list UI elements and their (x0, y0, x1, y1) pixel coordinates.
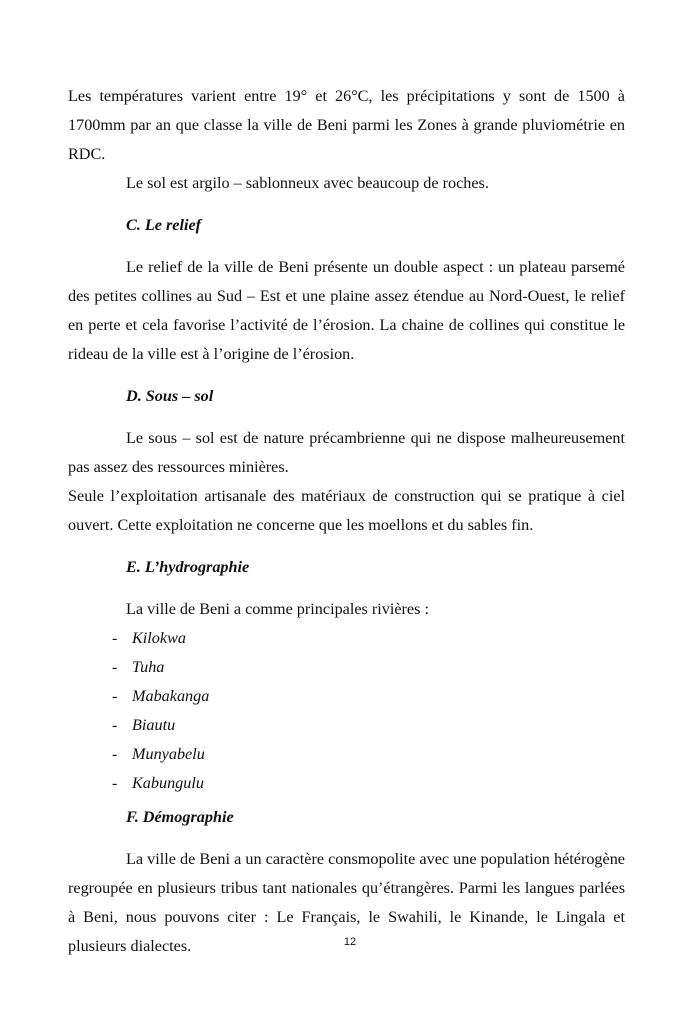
river-name: Mabakanga (132, 687, 210, 705)
list-item (68, 711, 625, 740)
relief-paragraph: Le relief de la ville de Beni présente un double aspect : un plateau parsemé des petites collines au Sud – Est et une plaine assez étendue au Nord-Ouest, le relief en perte et cela favorise l’activité de l’érosion. La chaine de collines qui constitue le rideau de la ville est à l’origine de l’érosion. (68, 258, 625, 363)
list-bullet: - (112, 629, 118, 647)
list-bullet: - (112, 774, 118, 792)
river-name: Kilokwa (132, 629, 186, 647)
list-bullet: - (112, 687, 118, 705)
page-number: 12 (343, 936, 357, 948)
river-name: Kabungulu (132, 774, 204, 792)
list-bullet: - (112, 658, 118, 676)
rivers-list (68, 624, 625, 798)
climate-paragraph: Les températures varient entre 19° et 26°C, les précipitations y sont de 1500 à 1700mm par an que classe la ville de Beni parmi les Zones à grande pluviométrie en RDC. (68, 87, 625, 163)
list-item (68, 624, 625, 653)
hydrography-heading: E. L’hydrographie (126, 558, 250, 576)
relief-heading: C. Le relief (126, 216, 202, 234)
river-name: Biautu (132, 716, 176, 734)
document-page (68, 82, 625, 961)
list-item (68, 682, 625, 711)
list-bullet: - (112, 745, 118, 763)
river-name: Tuha (132, 658, 165, 676)
list-bullet: - (112, 716, 118, 734)
soil-paragraph: Le sol est argilo – sablonneux avec beaucoup de roches. (126, 174, 489, 192)
river-name: Munyabelu (132, 745, 205, 763)
list-item (68, 653, 625, 682)
subsoil-heading: D. Sous – sol (126, 387, 214, 405)
hydrography-intro: La ville de Beni a comme principales rivières : (126, 600, 429, 618)
subsoil-paragraph: Le sous – sol est de nature précambrienne qui ne dispose malheureusement pas assez des ressources minières. (68, 429, 625, 476)
list-item (68, 740, 625, 769)
list-item (68, 769, 625, 798)
demography-heading: F. Démographie (126, 808, 234, 826)
demography-paragraph: La ville de Beni a un caractère consmopolite avec une population hétérogène regroupée en plusieurs tribus tant nationales qu’étrangères. Parmi les langues parlées à Beni, nous pouvons citer : Le Français, le Swahili, le Kinande, le Lingala et plusieurs dialectes. (68, 850, 625, 955)
subsoil-exploitation-paragraph: Seule l’exploitation artisanale des matériaux de construction qui se pratique à ciel ouvert. Cette exploitation ne concerne que les moellons et du sables fin. (68, 487, 625, 534)
